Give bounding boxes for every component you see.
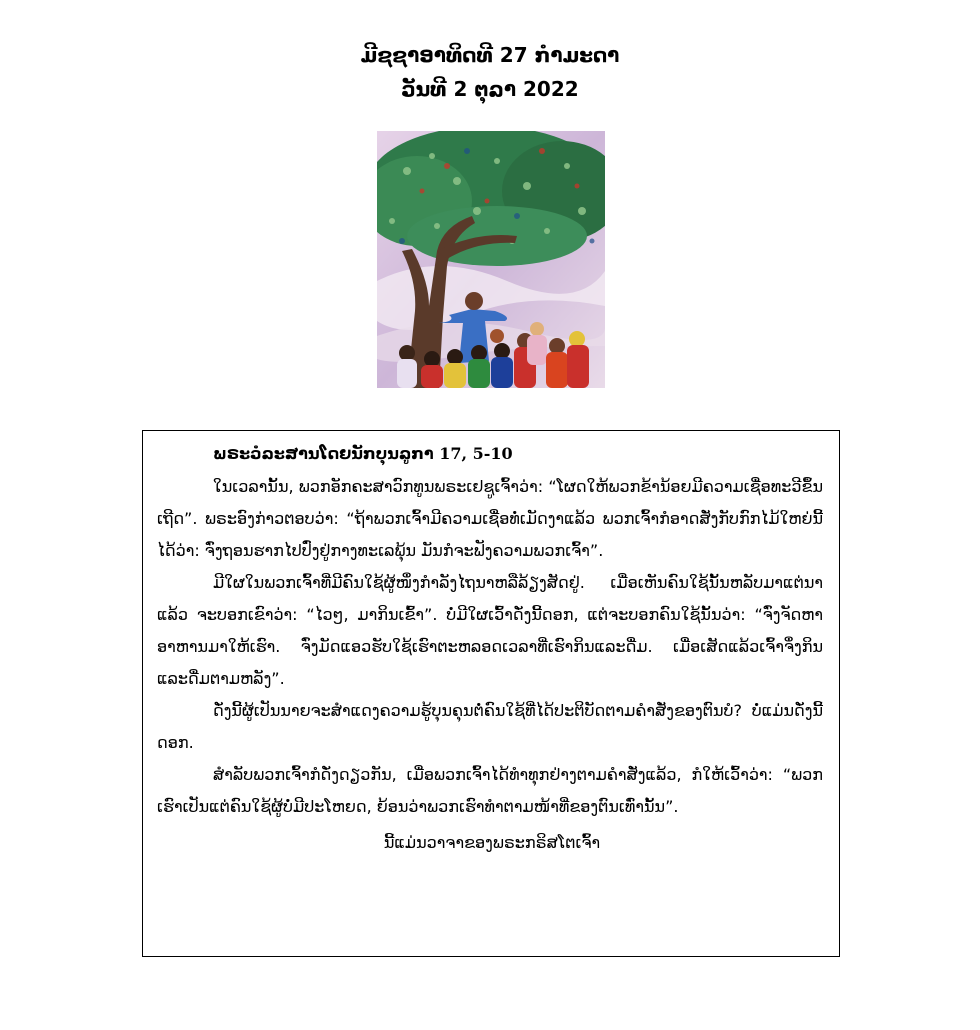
reading-paragraph-1: ໃນເວລານັ້ນ, ພວກອັກຄະສາວົກທູນພຣະເຢຊູເຈົ້າວ່າ: “ໂຜດໃຫ້ພວກຂ້ານ້ອຍມີຄວາມເຊື່ອທະວີຂຶ້ນເຖີດ”. ພຣະອົງກ່າວຕອບວ່າ: “ຖ້າພວກເຈົ້າມີຄວາມເຊື່ອທໍ່ເມັດງາແລ້ວ ພວກເຈົ້າກໍອາດສັ່ງກັບກົກໄມ້ໃຫຍ່ນີ້ໄດ້ວ່າ: ຈົ່ງຖອນຮາກໄປປົ່ງຢູ່ກາງທະເລພຸ້ນ ມັນກໍຈະຟັງຄວາມພວກເຈົ້າ”. <box>157 477 823 560</box>
page-header <box>0 38 980 106</box>
painting-jesus-teaching-under-tree-icon <box>377 131 605 388</box>
mass-date: ວັນທີ 2 ຕຸລາ 2022 <box>401 77 579 101</box>
mass-title: ມີຊຊາອາທິດທີ 27 ກໍາມະດາ <box>360 43 620 67</box>
gospel-reading-box <box>142 430 840 957</box>
reading-closing: ນີ້ແມ່ນວາຈາຂອງພຣະກຣິສໂຕເຈົ້າ <box>383 833 601 852</box>
reading-paragraph-4: ສໍາລັບພວກເຈົ້າກໍດັ່ງດຽວກັນ, ເມື່ອພວກເຈົ້າໄດ້ທໍາທຸກຢ່າງຕາມຄໍາສັ່ງແລ້ວ, ກໍໃຫ້ເວົ້າວ່າ: “ພວກເຮົາເປັນແຕ່ຄົນໃຊ້ຜູ້ບໍ່ມີປະໂຫຍດ, ຍ້ອນວ່າພວກເຮົາທໍາຕາມໜ້າທີ່ຂອງຕົນເທົ່ານັ້ນ”. <box>157 765 823 816</box>
reading-title <box>157 441 827 467</box>
reading-reference: 17, 5-10 <box>439 444 513 463</box>
reading-paragraph-3: ດັ່ງນີ້ຜູ້ເປັນນາຍຈະສໍາແດງຄວາມຮູ້ບຸນຄຸນຕໍ່ຄົນໃຊ້ທີ່ໄດ້ປະຕິບັດຕາມຄໍາສັ່ງຂອງຕົນບໍ? ບໍ່ແມ່ນດັ່ງນີ້ດອກ. <box>157 701 823 752</box>
reading-book: ພຣະວໍລະສານໂດຍນັກບຸນລູກາ <box>213 444 434 463</box>
reading-paragraph-2: ມີໃຜໃນພວກເຈົ້າທີ່ມີຄົນໃຊ້ຜູ້ໜຶ່ງກໍາລັງໄຖນາຫລືລ້ຽງສັດຢູ່. ເມື່ອເຫັນຄົນໃຊ້ນັ້ນຫລັບມາແຕ່ນາແລ້ວ ຈະບອກເຂົາວ່າ: “ໄວໆ, ມາກິນເຂົ້າ”. ບໍ່ມີໃຜເວົ້າດັ່ງນີ້ດອກ, ແຕ່ຈະບອກຄົນໃຊ້ນັ້ນວ່າ: “ຈົ່ງຈັດຫາອາຫານມາໃຫ້ເຮົາ. ຈົ່ງມັດແອວຮັບໃຊ້ເຮົາຕະຫລອດເວລາທີ່ເຮົາກິນແລະດື່ມ. ເມື່ອເສັດແລ້ວເຈົ້າຈຶ່ງກິນແລະດື່ມຕາມຫລັງ”. <box>157 573 823 688</box>
